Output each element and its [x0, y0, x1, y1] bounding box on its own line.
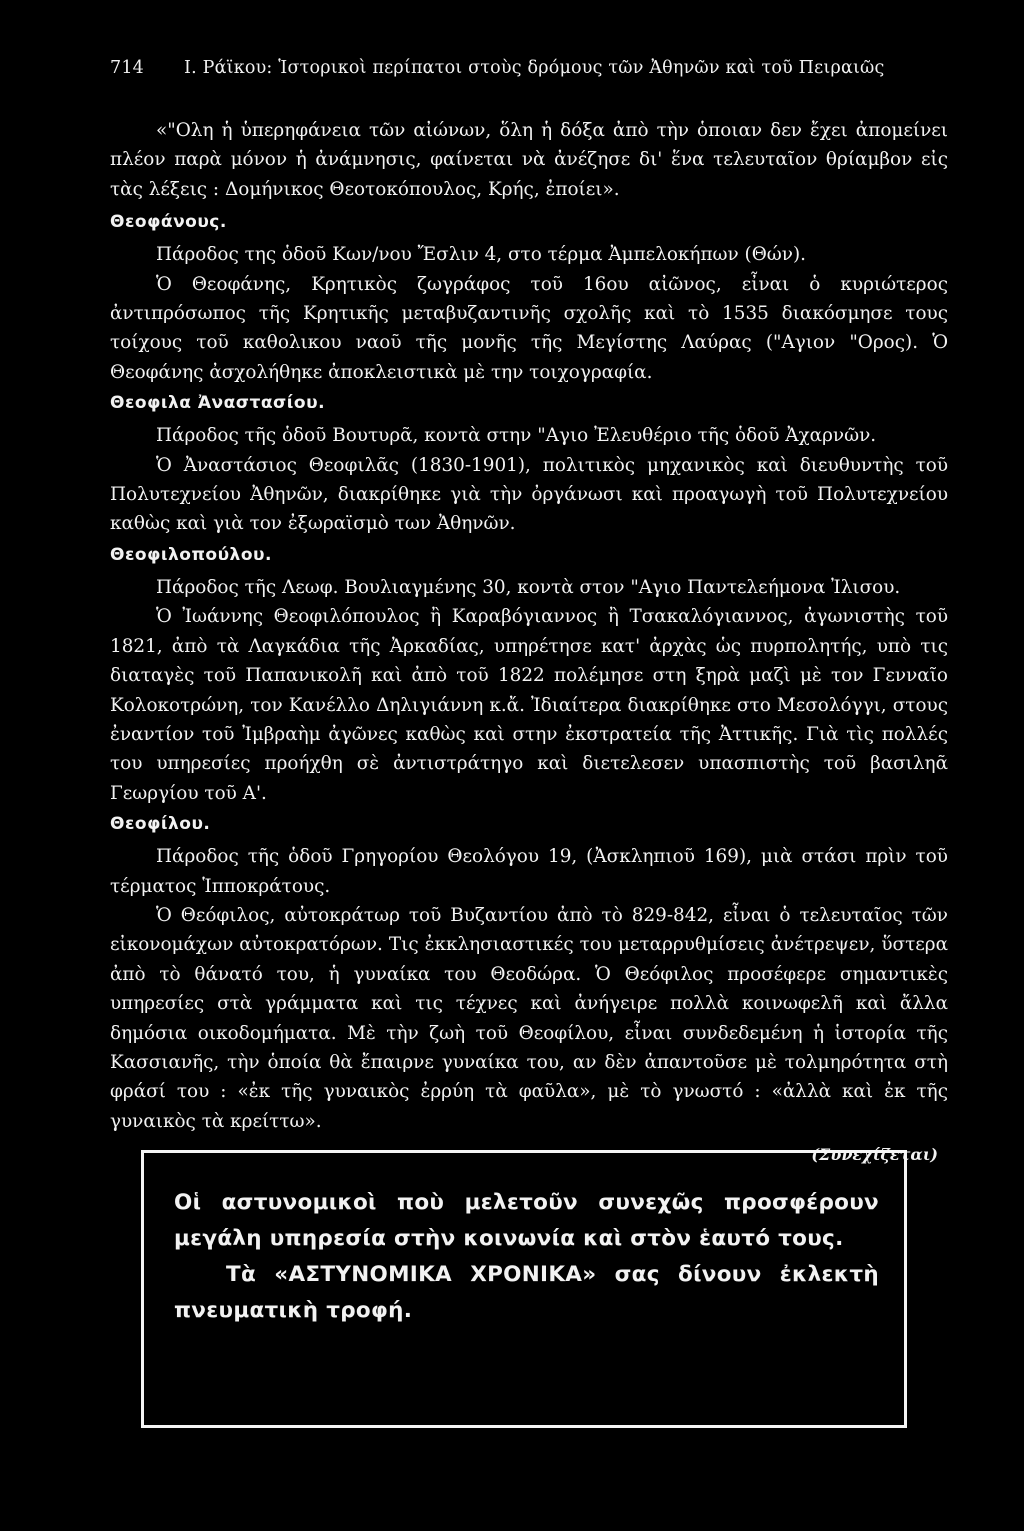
section-heading-theofila: Θεοφιλα Ἀναστασίου. — [110, 393, 326, 414]
section-text: Ὁ Θεόφιλος, αὐτοκράτωρ τοῦ Βυζαντίου ἀπὸ τὸ 829-842, εἶναι ὁ τελευταῖος τῶν εἰκονομάχων αὐτοκρατόρων. Τις ἐκκλησιαστικές του μεταρρυθμίσεις ἀνέτρεψεν, ὕστερα ἀπὸ τὸ θάνατό του, ἡ γυναίκα του Θεοδώρα. Ὁ Θεόφιλος προσέφερε σημαντικὲς υπηρεσίες στὰ γράμματα καὶ τις τέχνες καὶ ἀνήγειρε πολλὰ κοινωφελῆ καὶ ἄλλα δημόσια οικοδομήματα. Μὲ τὴν ζωὴ τοῦ Θεοφίλου, εἶναι συνδεδεμένη ἡ ἱστορία τῆς Κασσιανῆς, τὴν ὁποία θὰ ἔπαιρνε γυναίκα του, αν δὲν ἀπαντοῦσε μὲ τολμηρότητα στὴ φράσί του : «ἐκ τῆς γυναικὸς ἐρρύη τὰ φαῦλα», μὲ τὸ γνωστό : «ἀλλὰ καὶ ἐκ τῆς γυναικὸς τὰ κρείττω». — [110, 904, 948, 1132]
promo-line-2: Τὰ «ΑΣΤΥΝΟΜΙΚΑ ΧΡΟΝΙΚΑ» σας δίνουν ἐκλεκτὴ πνευματικὴ τροφή. — [174, 1262, 879, 1323]
article-body — [110, 116, 948, 1170]
running-title: I. Ράϊκου: Ἱστορικοὶ περίπατοι στοὺς δρόμους τῶν Ἀθηνῶν καὶ τοῦ Πειραιῶς — [184, 58, 885, 78]
intro-quote: «"Ολη ἡ ὑπερηφάνεια τῶν αἰώνων, ὅλη ἡ δόξα ἀπὸ τὴν ὁποιαν δεν ἔχει ἀπομείνει πλέον παρὰ μόνον ἡ ἀνάμνησις, φαίνεται νὰ ἀνέζησε δι' ἕνα τελευταῖον θρίαμβον εἰς τὰς λέξεις : Δομήνικος Θεοτοκόπουλος, Κρής, ἐποίει». — [110, 120, 948, 200]
section-location: Πάροδος τῆς ὁδοῦ Γρηγορίου Θεολόγου 19, (Ἀσκληπιοῦ 169), μιὰ στάσι πρὶν τοῦ τέρματος Ἱπποκράτους. — [110, 846, 948, 897]
section-location: Πάροδος τῆς ὁδοῦ Βουτυρᾶ, κοντὰ στην "Αγιο Ἐλευθέριο τῆς ὁδοῦ Ἀχαρνῶν. — [156, 425, 877, 447]
section-heading-theofanous: Θεοφάνους. — [110, 212, 227, 233]
section-text: Ὁ Θεοφάνης, Κρητικὸς ζωγράφος τοῦ 16ου αἰῶνος, εἶναι ὁ κυριώτερος ἀντιπρόσωπος τῆς Κρητικῆς μεταβυζαντινῆς σχολῆς καὶ τὸ 1535 διακόσμησε τους τοίχους τοῦ καθολικου ναοῦ τῆς μονῆς τῆς Μεγίστης Λαύρας ("Αγιον "Ορος). Ὁ Θεοφάνης ἀσχολήθηκε ἀποκλειστικὰ μὲ την τοιχογραφία. — [110, 273, 948, 383]
running-header — [110, 58, 930, 78]
promo-text — [174, 1185, 879, 1329]
section-heading-theofilou: Θεοφίλου. — [110, 814, 211, 835]
section-location: Πάροδος τῆς Λεωφ. Βουλιαγμένης 30, κοντὰ στον "Αγιο Παντελεήμονα Ἰλισου. — [156, 576, 901, 598]
section-location: Πάροδος της ὁδοῦ Κων/νου Ἔσλιν 4, στο τέρμα Ἀμπελοκήπων (Θών). — [156, 244, 807, 266]
continued-note: (Συνεχίζεται) — [811, 1145, 938, 1165]
section-text: Ὁ Ἰωάννης Θεοφιλόπουλος ἢ Καραβόγιαννος ἢ Τσακαλόγιαννος, ἀγωνιστὴς τοῦ 1821, ἀπὸ τὰ Λαγκάδια τῆς Ἀρκαδίας, υπηρέτησε κατ' ἀρχὰς ὡς πυρπολητής, υπὸ τις διαταγὲς τοῦ Παπανικολῆ καὶ ἀπὸ τοῦ 1822 πολέμησε στη ξηρὰ μαζὶ μὲ τον Γενναῖο Κολοκοτρώνη, τον Κανέλλο Δηλιγιάννη κ.ἄ. Ἰδιαίτερα διακρίθηκε στο Μεσολόγγι, στους ἐναντίον τοῦ Ἰμβραὴμ ἀγῶνες καθὼς καὶ στην ἐκστρατεία τῆς Ἀττικῆς. Γιὰ τὶς πολλές του υπηρεσίες προήχθη σὲ ἀντιστράτηγο καὶ διετελεσεν υπασπιστὴς τοῦ βασιληᾶ Γεωργίου τοῦ Α'. — [110, 606, 948, 804]
section-text: Ὁ Ἀναστάσιος Θεοφιλᾶς (1830-1901), πολιτικὸς μηχανικὸς καὶ διευθυντὴς τοῦ Πολυτεχνείου Ἀθηνῶν, διακρίθηκε γιὰ τὴν ὀργάνωσι καὶ προαγωγὴ τοῦ Πολυτεχνείου καθὼς καὶ γιὰ τον ἐξωραϊσμὸ των Ἀθηνῶν. — [110, 454, 948, 535]
promo-line-1: Οἱ αστυνομικοὶ ποὺ μελετοῦν συνεχῶς προσφέρουν μεγάλη υπηρεσία στὴν κοινωνία καὶ στὸν ἑαυτό τους. — [174, 1190, 879, 1251]
section-heading-theofilopoulou: Θεοφιλοπούλου. — [110, 544, 272, 565]
page-number: 714 — [110, 58, 145, 78]
promo-box — [141, 1150, 907, 1428]
